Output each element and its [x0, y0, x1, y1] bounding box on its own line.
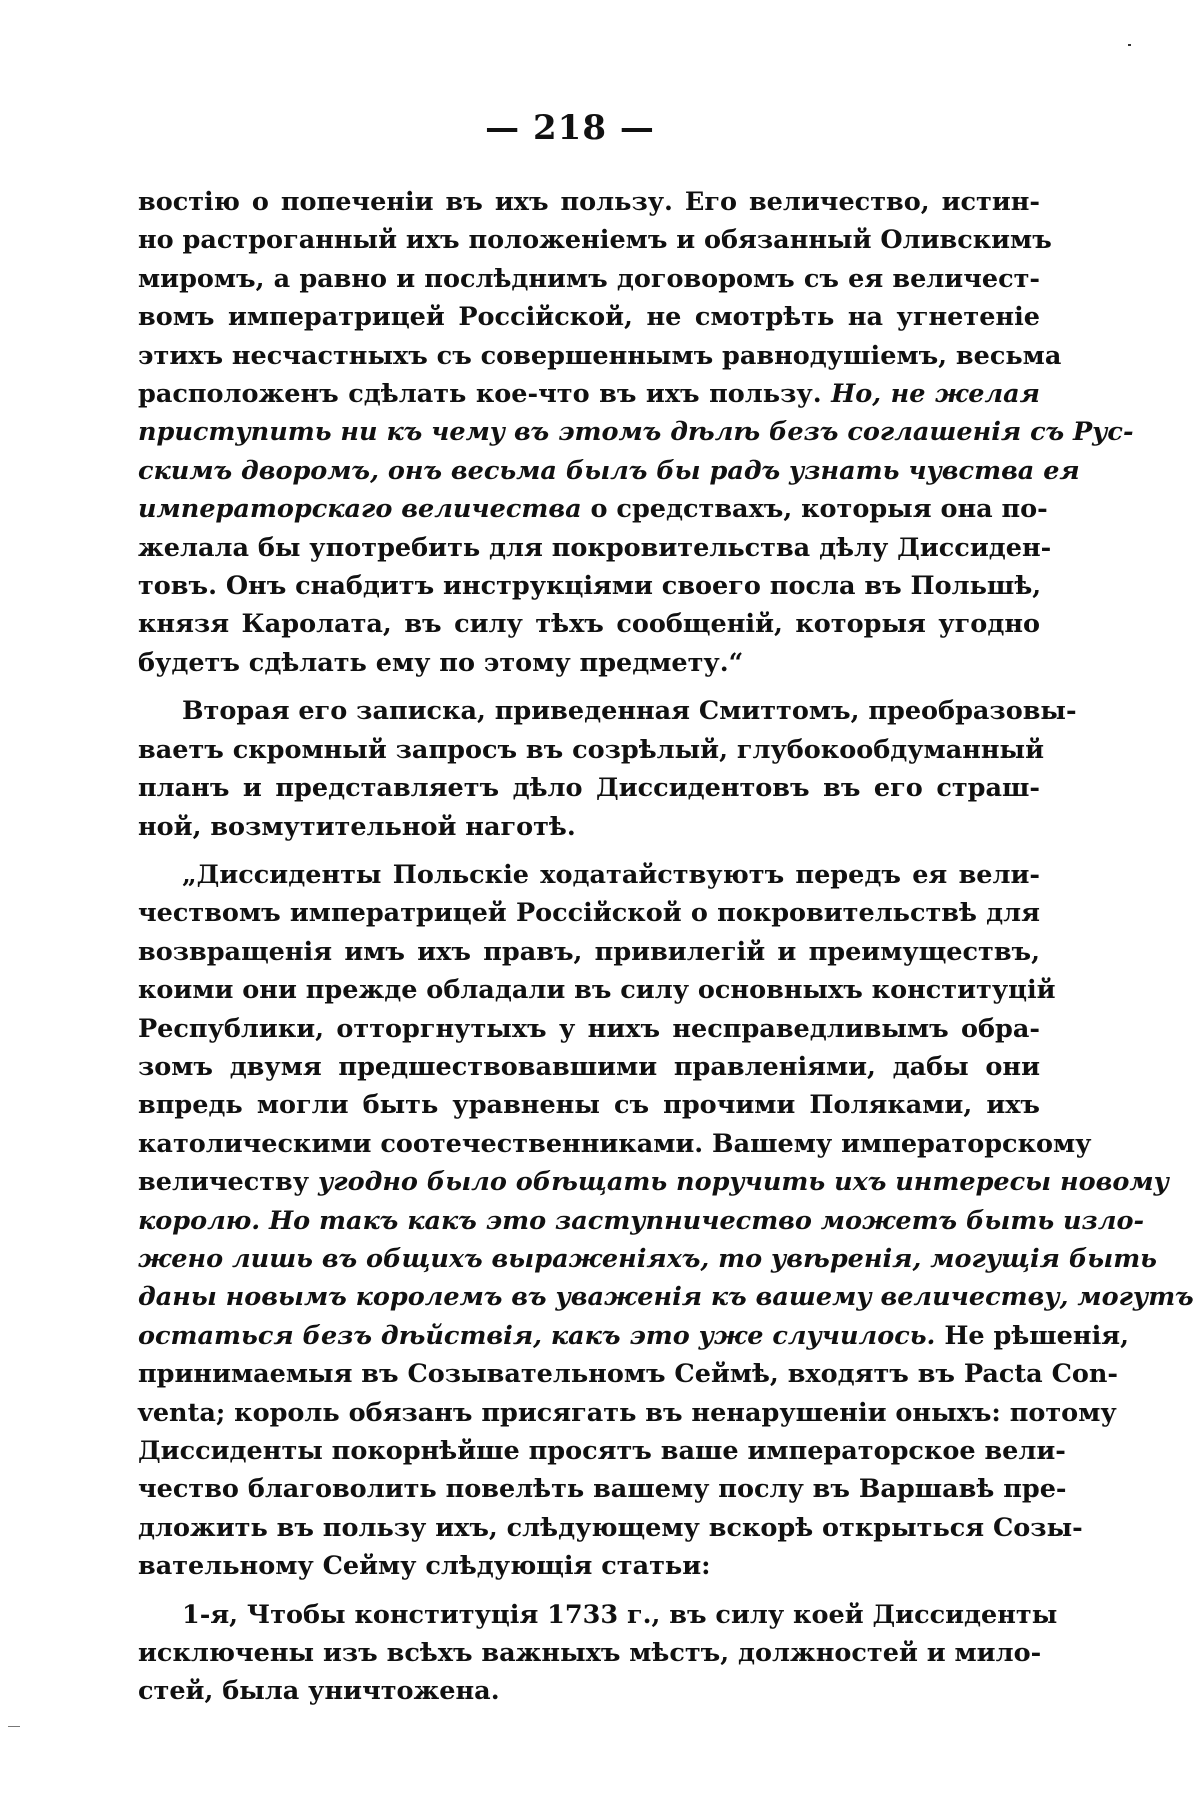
text-line [138, 1202, 1145, 1240]
text-segment: о средствахъ, которыя она по- [581, 494, 1048, 525]
text-segment: чество благоволить повелѣть вашему послу въ Варшавѣ пре- [138, 1474, 1067, 1505]
text-line [138, 856, 1040, 894]
text-segment: 1-я, Чтобы конституція 1733 г., въ силу коей Диссиденты [182, 1599, 1058, 1630]
text-segment: Республики, отторгнутыхъ у нихъ несправедливымъ обра- [138, 1013, 1040, 1044]
text-segment: вомъ императрицей Россійской, не смотрѣть на угнетеніе [138, 302, 1040, 333]
page-number: — 218 — [485, 108, 655, 148]
italic-text-segment: Но, не желая [831, 379, 1040, 410]
scan-speck [1128, 44, 1131, 46]
text-line [138, 769, 1040, 807]
text-segment: ваетъ скромный запросъ въ созрѣлый, глубокообдуманный [138, 734, 1045, 765]
text-segment: планъ и представляетъ дѣло Диссидентовъ въ его страш- [138, 773, 1040, 804]
text-line [138, 1010, 1040, 1048]
page-body-text [138, 183, 1194, 1711]
text-segment: ной, возмутительной наготѣ. [138, 811, 576, 842]
scan-edge-mark [8, 1726, 20, 1727]
text-line [138, 567, 1040, 605]
text-line [138, 731, 1045, 769]
text-line [138, 1125, 1092, 1163]
text-line [138, 1509, 1083, 1547]
text-segment: Вторая его записка, приведенная Смиттомъ, преобразовы- [182, 696, 1077, 727]
text-segment: востію о попеченіи въ ихъ пользу. Его величество, истин- [138, 187, 1040, 217]
text-segment: чествомъ императрицей Россійской о покровительствѣ для [138, 898, 1040, 929]
italic-text-segment: остаться безъ дѣйствія, какъ это уже случилось. [138, 1320, 936, 1351]
text-line [138, 692, 1077, 730]
text-line [138, 1317, 1129, 1355]
text-line [138, 1672, 1040, 1710]
italic-text-segment: угодно было обѣщать поручить ихъ интересы новому [317, 1167, 1169, 1198]
text-line [138, 183, 1040, 221]
text-segment: расположенъ сдѣлать кое-что въ ихъ пользу. [138, 379, 832, 410]
text-segment: стей, была уничтожена. [138, 1676, 500, 1707]
text-line [138, 1163, 1169, 1201]
text-line [138, 221, 1052, 259]
text-segment: коими они прежде обладали въ силу основныхъ конституцій [138, 975, 1056, 1006]
text-segment: князя Каролата, въ силу тѣхъ сообщеній, которыя угодно [138, 609, 1040, 640]
italic-text-segment: жено лишь въ общихъ выраженіяхъ, то увѣренія, могущія быть [138, 1243, 1158, 1274]
text-line [138, 1394, 1117, 1432]
text-line [138, 260, 1040, 298]
text-segment: католическими соотечественниками. Вашему императорскому [138, 1128, 1092, 1159]
text-line [138, 1470, 1067, 1508]
text-line [138, 971, 1056, 1009]
text-segment: величеству [138, 1167, 318, 1198]
text-line [138, 452, 1080, 490]
text-segment: возвращенія имъ ихъ правъ, привилегій и преимуществъ, [138, 936, 1040, 967]
text-segment: зомъ двумя предшествовавшими правленіями, дабы они [138, 1051, 1040, 1082]
text-line [138, 529, 1052, 567]
text-line [138, 1278, 1194, 1316]
text-line [138, 1432, 1066, 1470]
text-line [138, 1355, 1118, 1393]
text-segment: Не рѣшенія, [935, 1320, 1129, 1351]
text-segment: миромъ, а равно и послѣднимъ договоромъ съ ея величест- [138, 263, 1040, 294]
paragraph-gap [138, 846, 1040, 856]
text-segment: принимаемыя въ Созывательномъ Сеймѣ, входятъ въ Pacta Con- [138, 1359, 1118, 1390]
italic-text-segment: даны новымъ королемъ въ уваженія къ вашему величеству, могутъ [138, 1282, 1194, 1313]
text-segment: этихъ несчастныхъ съ совершеннымъ равнодушіемъ, весьма [138, 340, 1062, 371]
text-line [138, 933, 1040, 971]
text-segment: впредь могли быть уравнены съ прочими Поляками, ихъ [138, 1090, 1040, 1121]
text-segment: „Диссиденты Польскіе ходатайствуютъ передъ ея вели- [182, 859, 1040, 890]
text-segment: будетъ сдѣлать ему по этому предмету.“ [138, 647, 744, 678]
text-line [138, 337, 1062, 375]
text-segment: желала бы употребить для покровительства дѣлу Диссиден- [138, 532, 1052, 563]
text-line [138, 298, 1040, 336]
text-line [138, 1547, 1040, 1585]
paragraph-gap [138, 1586, 1040, 1596]
text-segment: Диссиденты покорнѣйше просятъ ваше императорское вели- [138, 1436, 1066, 1466]
italic-text-segment: скимъ дворомъ, онъ весьма былъ бы радъ узнать чувства ея [138, 455, 1080, 486]
text-segment: исключены изъ всѣхъ важныхъ мѣстъ, должностей и мило- [138, 1638, 1042, 1669]
text-segment: но растроганный ихъ положеніемъ и обязанный Оливскимъ [138, 225, 1052, 256]
text-line [138, 605, 1040, 643]
text-line [138, 490, 1048, 528]
text-segment: вательному Сейму слѣдующія статьи: [138, 1551, 711, 1582]
text-line [138, 894, 1040, 932]
text-line [138, 1048, 1040, 1086]
text-segment: товъ. Онъ снабдитъ инструкціями своего посла въ Польшѣ, [138, 571, 1042, 602]
text-line [138, 1086, 1040, 1124]
text-segment: дложить въ пользу ихъ, слѣдующему вскорѣ открыться Созы- [138, 1512, 1083, 1543]
text-line [138, 375, 1040, 413]
text-line [138, 644, 1040, 682]
text-segment: venta; король обязанъ присягать въ ненарушеніи оныхъ: потому [138, 1397, 1117, 1428]
paragraph-gap [138, 682, 1040, 692]
text-line [138, 1634, 1040, 1672]
italic-text-segment: императорскаго величества [138, 494, 582, 525]
italic-text-segment: приступить ни къ чему въ этомъ дѣлѣ безъ соглашенія съ Рус- [138, 417, 1134, 448]
text-line [138, 808, 1040, 846]
text-line [138, 1240, 1158, 1278]
italic-text-segment: королю. Но такъ какъ это заступничество можетъ быть изло- [138, 1205, 1145, 1236]
text-line [138, 413, 1134, 451]
text-line [138, 1596, 1058, 1634]
